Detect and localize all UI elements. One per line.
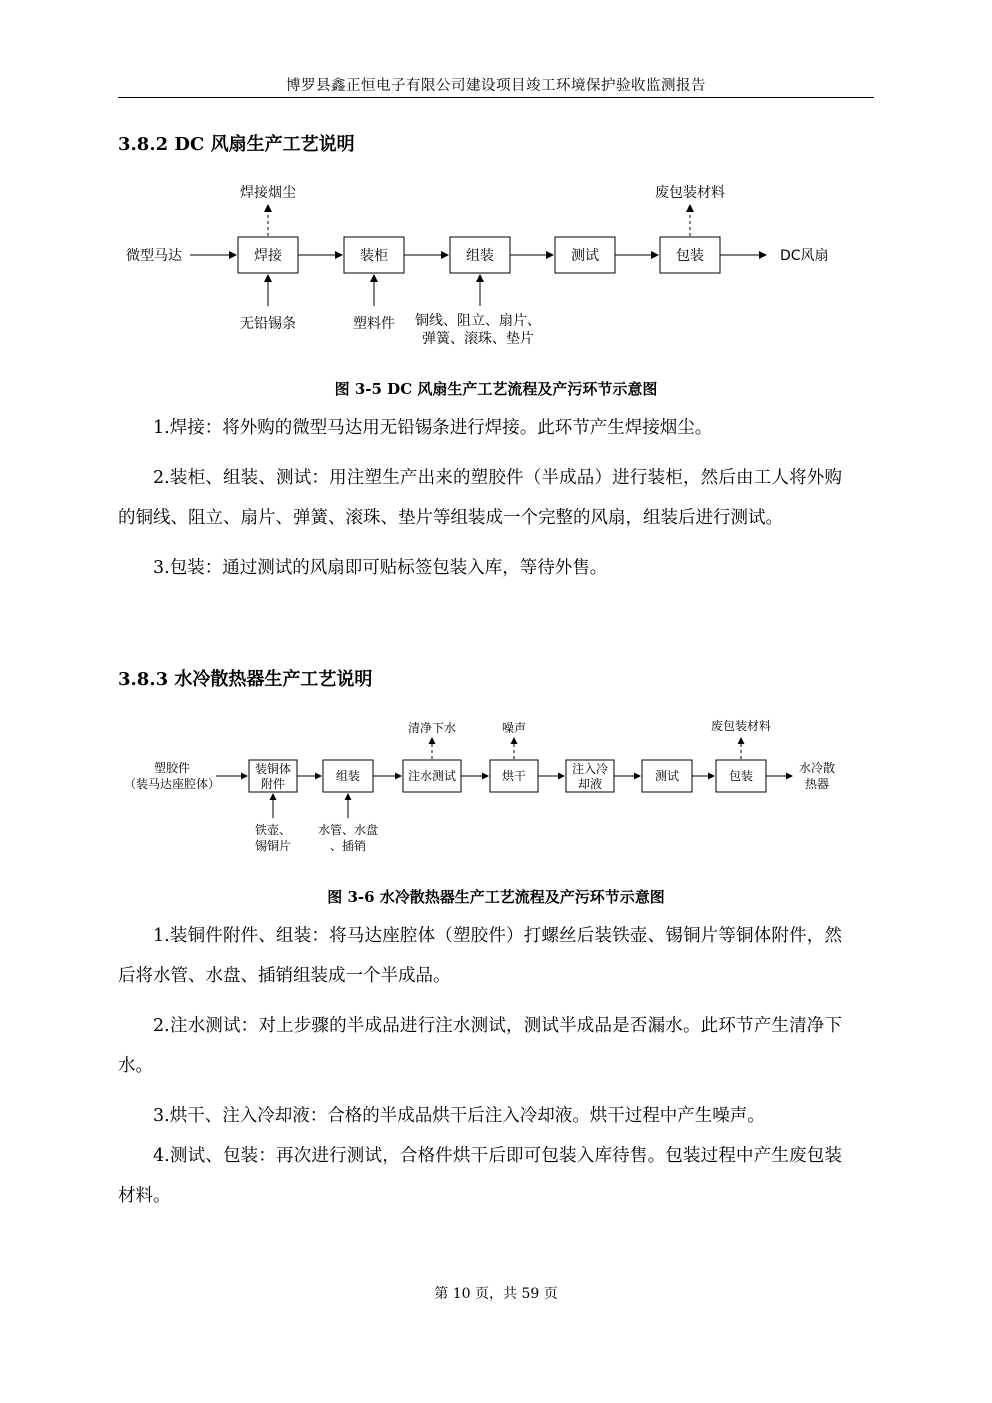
diagram1-material-assemble-line1: 铜线、阻立、扇片、 xyxy=(415,313,541,329)
diagram1-step-weld: 焊接 xyxy=(254,248,282,264)
diagram2-step-cool-line1: 注入冷 xyxy=(571,762,609,776)
section2-body xyxy=(118,916,842,1216)
diagram2-input-line2: （装马达座腔体） xyxy=(123,777,221,791)
diagram2-step-fit-line2: 附件 xyxy=(260,777,286,791)
diagram2-emission-water: 清净下水 xyxy=(407,721,457,735)
diagram2-output-line2: 热器 xyxy=(804,777,830,791)
paragraph: 3.包装：通过测试的风扇即可贴标签包装入库，等待外售。 xyxy=(153,558,608,578)
section-title-water-cooler: 3.8.3 水冷散热器生产工艺说明 xyxy=(118,669,373,690)
page-header: 博罗县鑫正恒电子有限公司建设项目竣工环境保护验收监测报告 xyxy=(286,78,706,94)
header-divider xyxy=(118,97,874,98)
diagram2-step-assemble: 组装 xyxy=(335,769,361,783)
section1-body xyxy=(118,408,842,588)
diagram1-step-assemble: 组装 xyxy=(466,248,494,264)
diagram1-emission-pack: 废包装材料 xyxy=(655,185,725,201)
diagram2-material-assemble-line2: 、插销 xyxy=(329,839,367,853)
diagram1-step-cabinet: 装柜 xyxy=(360,248,388,264)
section-title-dc-fan: 3.8.2 DC 风扇生产工艺说明 xyxy=(118,134,355,155)
paragraph: 4.测试、包装：再次进行测试，合格件烘干后即可包装入库待售。包装过程中产生废包装材料。 xyxy=(118,1146,842,1206)
diagram2-step-dry: 烘干 xyxy=(501,769,527,783)
diagram2-material-fit-line1: 铁壶、 xyxy=(254,823,292,837)
figure-caption-3-5: 图 3-5 DC 风扇生产工艺流程及产污环节示意图 xyxy=(334,380,658,398)
diagram1-material-cabinet: 塑料件 xyxy=(353,316,395,332)
diagram2-step-pack: 包装 xyxy=(728,769,754,783)
diagram1-output: DC风扇 xyxy=(780,248,829,264)
page-footer: 第 10 页，共 59 页 xyxy=(434,1286,558,1302)
diagram2-step-cool-line2: 却液 xyxy=(577,777,603,791)
diagram2-step-test: 测试 xyxy=(654,769,680,783)
diagram2-emission-dry: 噪声 xyxy=(501,721,527,735)
paragraph: 2.注水测试：对上步骤的半成品进行注水测试，测试半成品是否漏水。此环节产生清净下水。 xyxy=(118,1016,842,1076)
paragraph: 2.装柜、组装、测试：用注塑生产出来的塑胶件（半成品）进行装柜，然后由工人将外购的铜线、阻立、扇片、弹簧、滚珠、垫片等组装成一个完整的风扇，组装后进行测试。 xyxy=(118,468,842,528)
diagram2-input-line1: 塑胶件 xyxy=(153,761,191,775)
diagram2-step-fit-line1: 装铜体 xyxy=(254,762,292,776)
diagram2-output-line1: 水冷散 xyxy=(798,761,836,775)
paragraph: 1.装铜件附件、组装：将马达座腔体（塑胶件）打螺丝后装铁壶、锡铜片等铜体附件，然后将水管、水盘、插销组装成一个半成品。 xyxy=(118,926,842,986)
paragraph: 3.烘干、注入冷却液：合格的半成品烘干后注入冷却液。烘干过程中产生噪声。 xyxy=(153,1106,765,1126)
diagram1-step-pack: 包装 xyxy=(676,248,704,264)
diagram2-emission-pack: 废包装材料 xyxy=(710,719,772,733)
paragraph: 1.焊接：将外购的微型马达用无铅锡条进行焊接。此环节产生焊接烟尘。 xyxy=(153,418,713,438)
diagram1-material-assemble-line2: 弹簧、滚珠、垫片 xyxy=(422,331,534,347)
diagram2-step-water: 注水测试 xyxy=(407,769,457,783)
diagram1-step-test: 测试 xyxy=(571,248,599,264)
diagram2-material-fit-line2: 锡铜片 xyxy=(254,839,292,853)
water-cooler-process-diagram xyxy=(0,712,992,882)
diagram1-input: 微型马达 xyxy=(126,248,182,264)
diagram1-material-weld: 无铅锡条 xyxy=(240,316,296,332)
figure-caption-3-6: 图 3-6 水冷散热器生产工艺流程及产污环节示意图 xyxy=(327,888,665,906)
diagram2-material-assemble-line1: 水管、水盘 xyxy=(317,823,379,837)
diagram1-emission-weld: 焊接烟尘 xyxy=(240,185,296,201)
